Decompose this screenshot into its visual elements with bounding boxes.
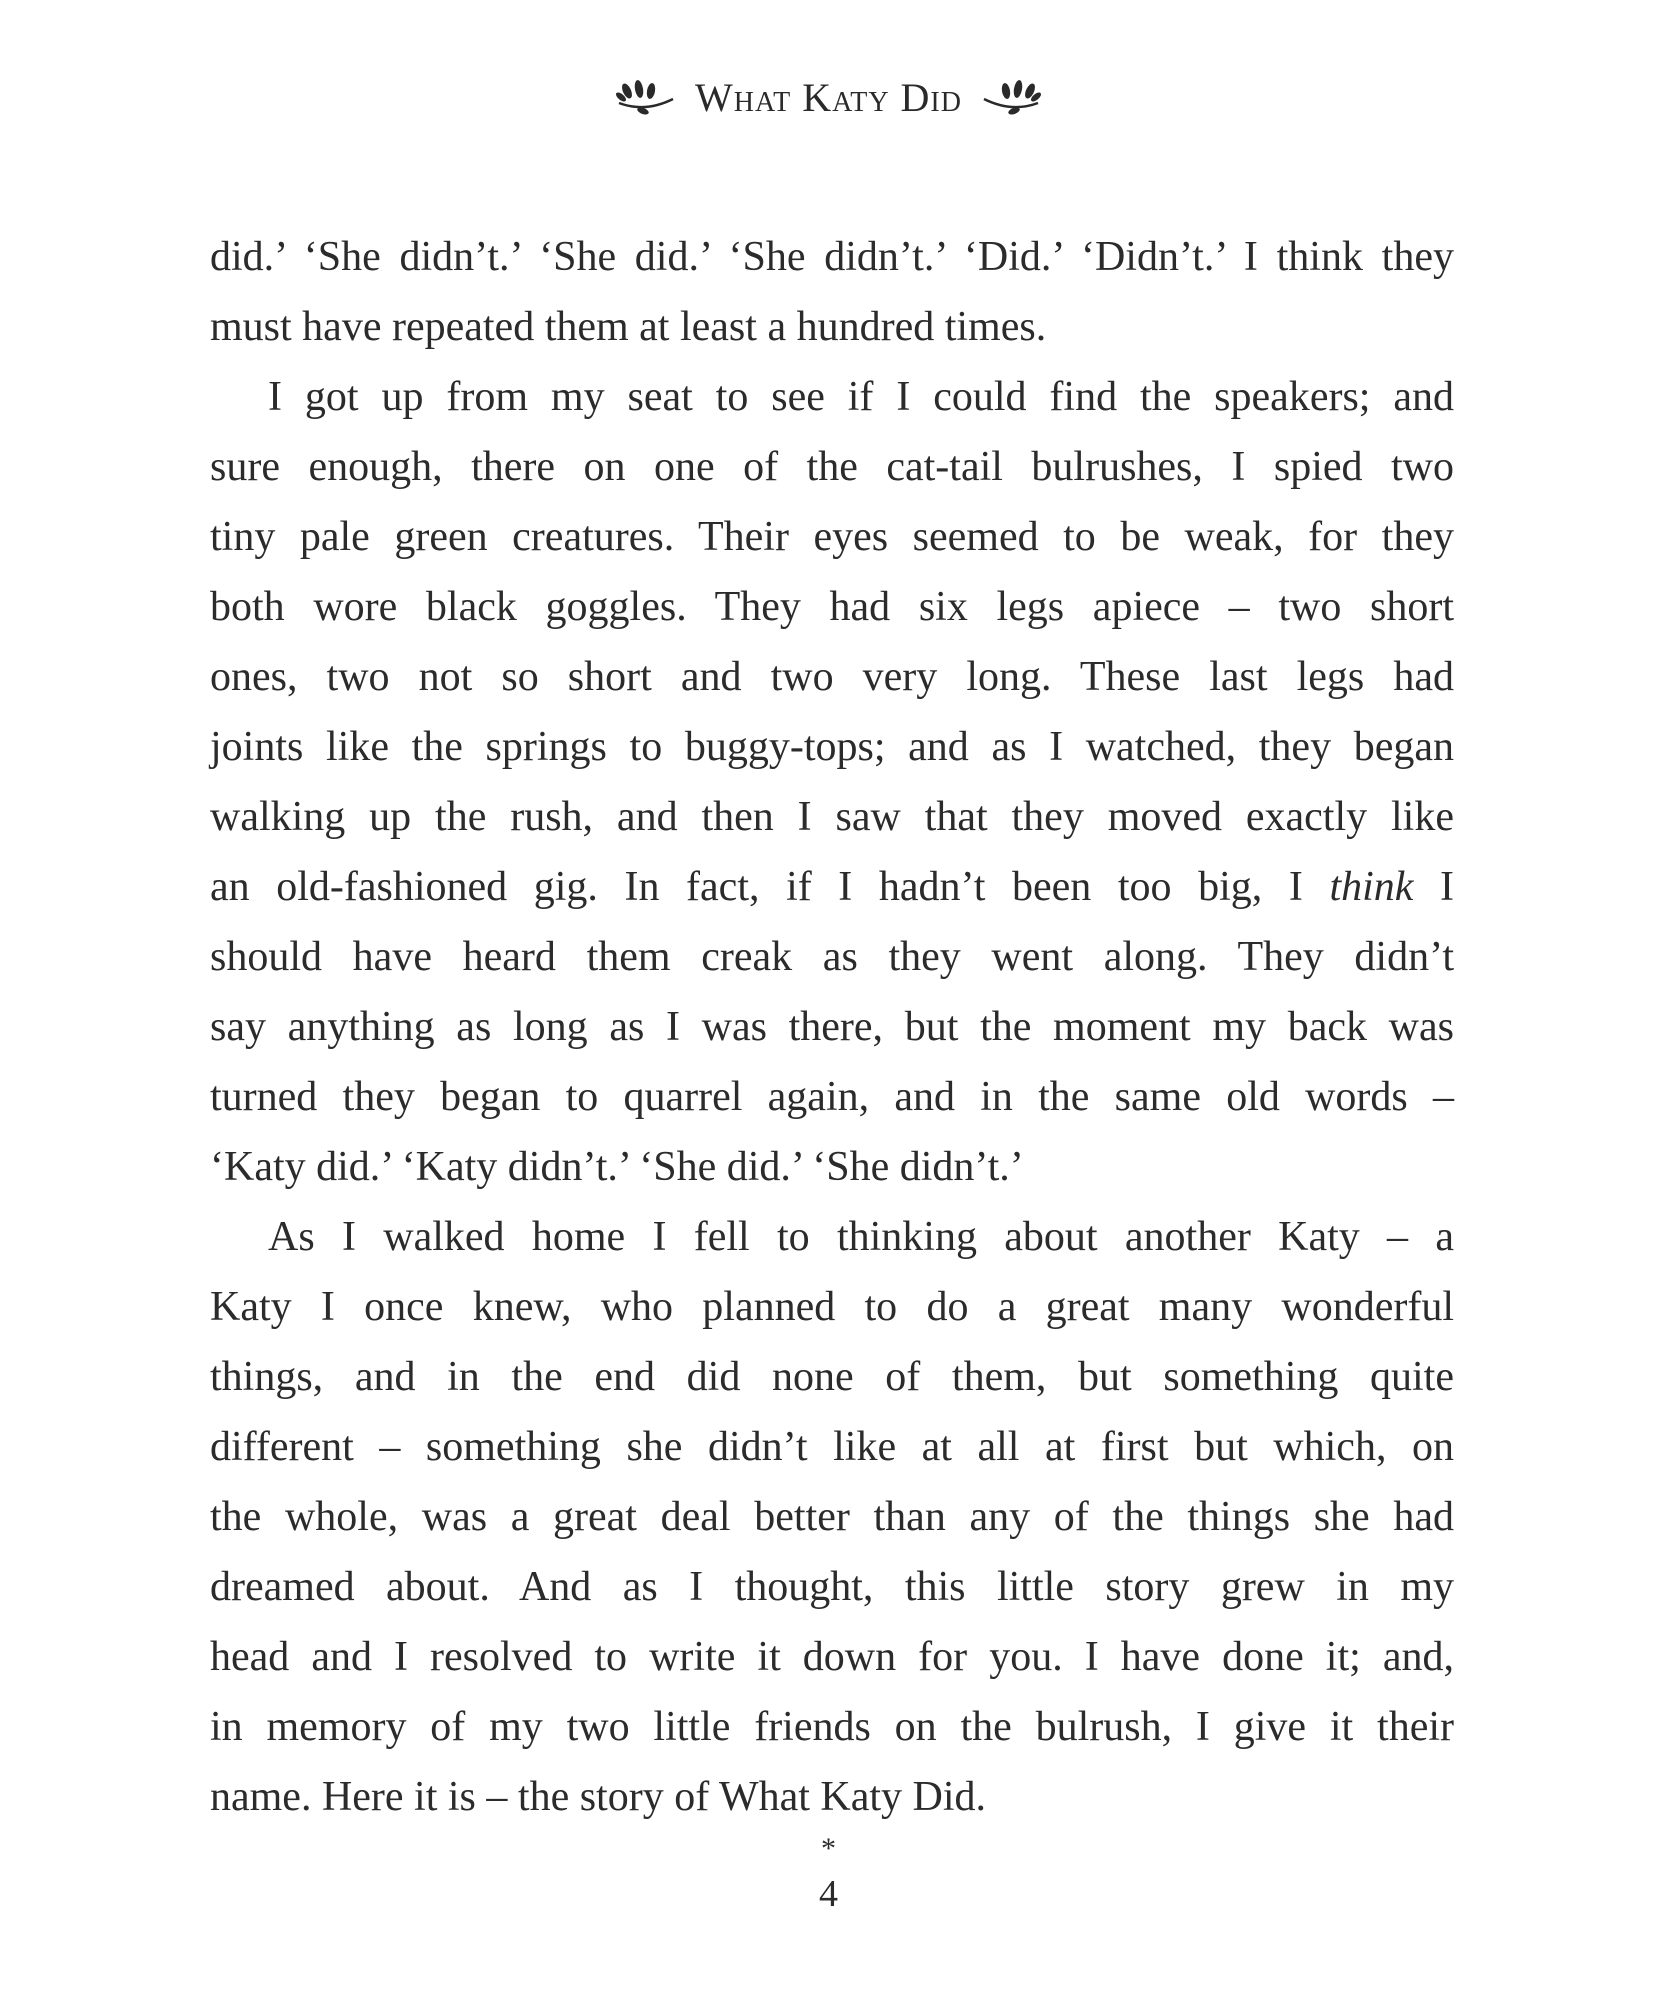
text-segment: I — [1440, 864, 1455, 910]
text-line: in memory of my two little friends on the bulrush, I give it their — [210, 1704, 1454, 1750]
text-line: ‘Katy did.’ ‘Katy didn’t.’ ‘She did.’ ‘She didn’t.’ — [210, 1144, 1024, 1190]
text-line: did.’ ‘She didn’t.’ ‘She did.’ ‘She didn’t.’ ‘Did.’ ‘Didn’t.’ I think they — [210, 234, 1454, 280]
text-line: I got up from my seat to see if I could find the speakers; and — [268, 374, 1454, 420]
text-segment: an old-fashioned gig. In fact, if I hadn’t been too big, I — [210, 864, 1303, 910]
text-line: things, and in the end did none of them, but something quite — [210, 1354, 1454, 1400]
body-text — [210, 222, 1454, 1832]
text-line: dreamed about. And as I thought, this little story grew in my — [210, 1564, 1454, 1610]
section-break-star: * — [821, 1832, 836, 1865]
text-line: both wore black goggles. They had six legs apiece – two short — [210, 584, 1454, 630]
text-line: turned they began to quarrel again, and in the same old words – — [210, 1074, 1454, 1120]
text-line: must have repeated them at least a hundred times. — [210, 304, 1047, 350]
text-line: ones, two not so short and two very long. These last legs had — [210, 654, 1454, 700]
text-line: different – something she didn’t like at all at first but which, on — [210, 1424, 1454, 1470]
text-line: head and I resolved to write it down for you. I have done it; and, — [210, 1634, 1454, 1680]
text-line: joints like the springs to buggy-tops; and as I watched, they began — [210, 724, 1454, 770]
text-line: should have heard them creak as they went along. They didn’t — [210, 934, 1454, 980]
text-line: walking up the rush, and then I saw that they moved exactly like — [210, 794, 1454, 840]
text-line-with-italic — [210, 852, 1454, 922]
text-line: name. Here it is – the story of What Katy Did. — [210, 1774, 987, 1820]
running-header — [0, 68, 1657, 118]
leaf-sprig-icon — [980, 69, 1044, 117]
italic-word: think — [1329, 864, 1414, 910]
text-line: tiny pale green creatures. Their eyes seemed to be weak, for they — [210, 514, 1454, 560]
text-line: Katy I once knew, who planned to do a great many wonderful — [210, 1284, 1454, 1330]
text-line: As I walked home I fell to thinking about another Katy – a — [268, 1214, 1454, 1260]
page-number: 4 — [819, 1873, 838, 1915]
leaf-sprig-icon — [613, 69, 677, 117]
text-line: the whole, was a great deal better than any of the things she had — [210, 1494, 1454, 1540]
book-title: What Katy Did — [695, 75, 962, 120]
text-line: sure enough, there on one of the cat-tail bulrushes, I spied two — [210, 444, 1454, 490]
text-line: say anything as long as I was there, but the moment my back was — [210, 1004, 1454, 1050]
